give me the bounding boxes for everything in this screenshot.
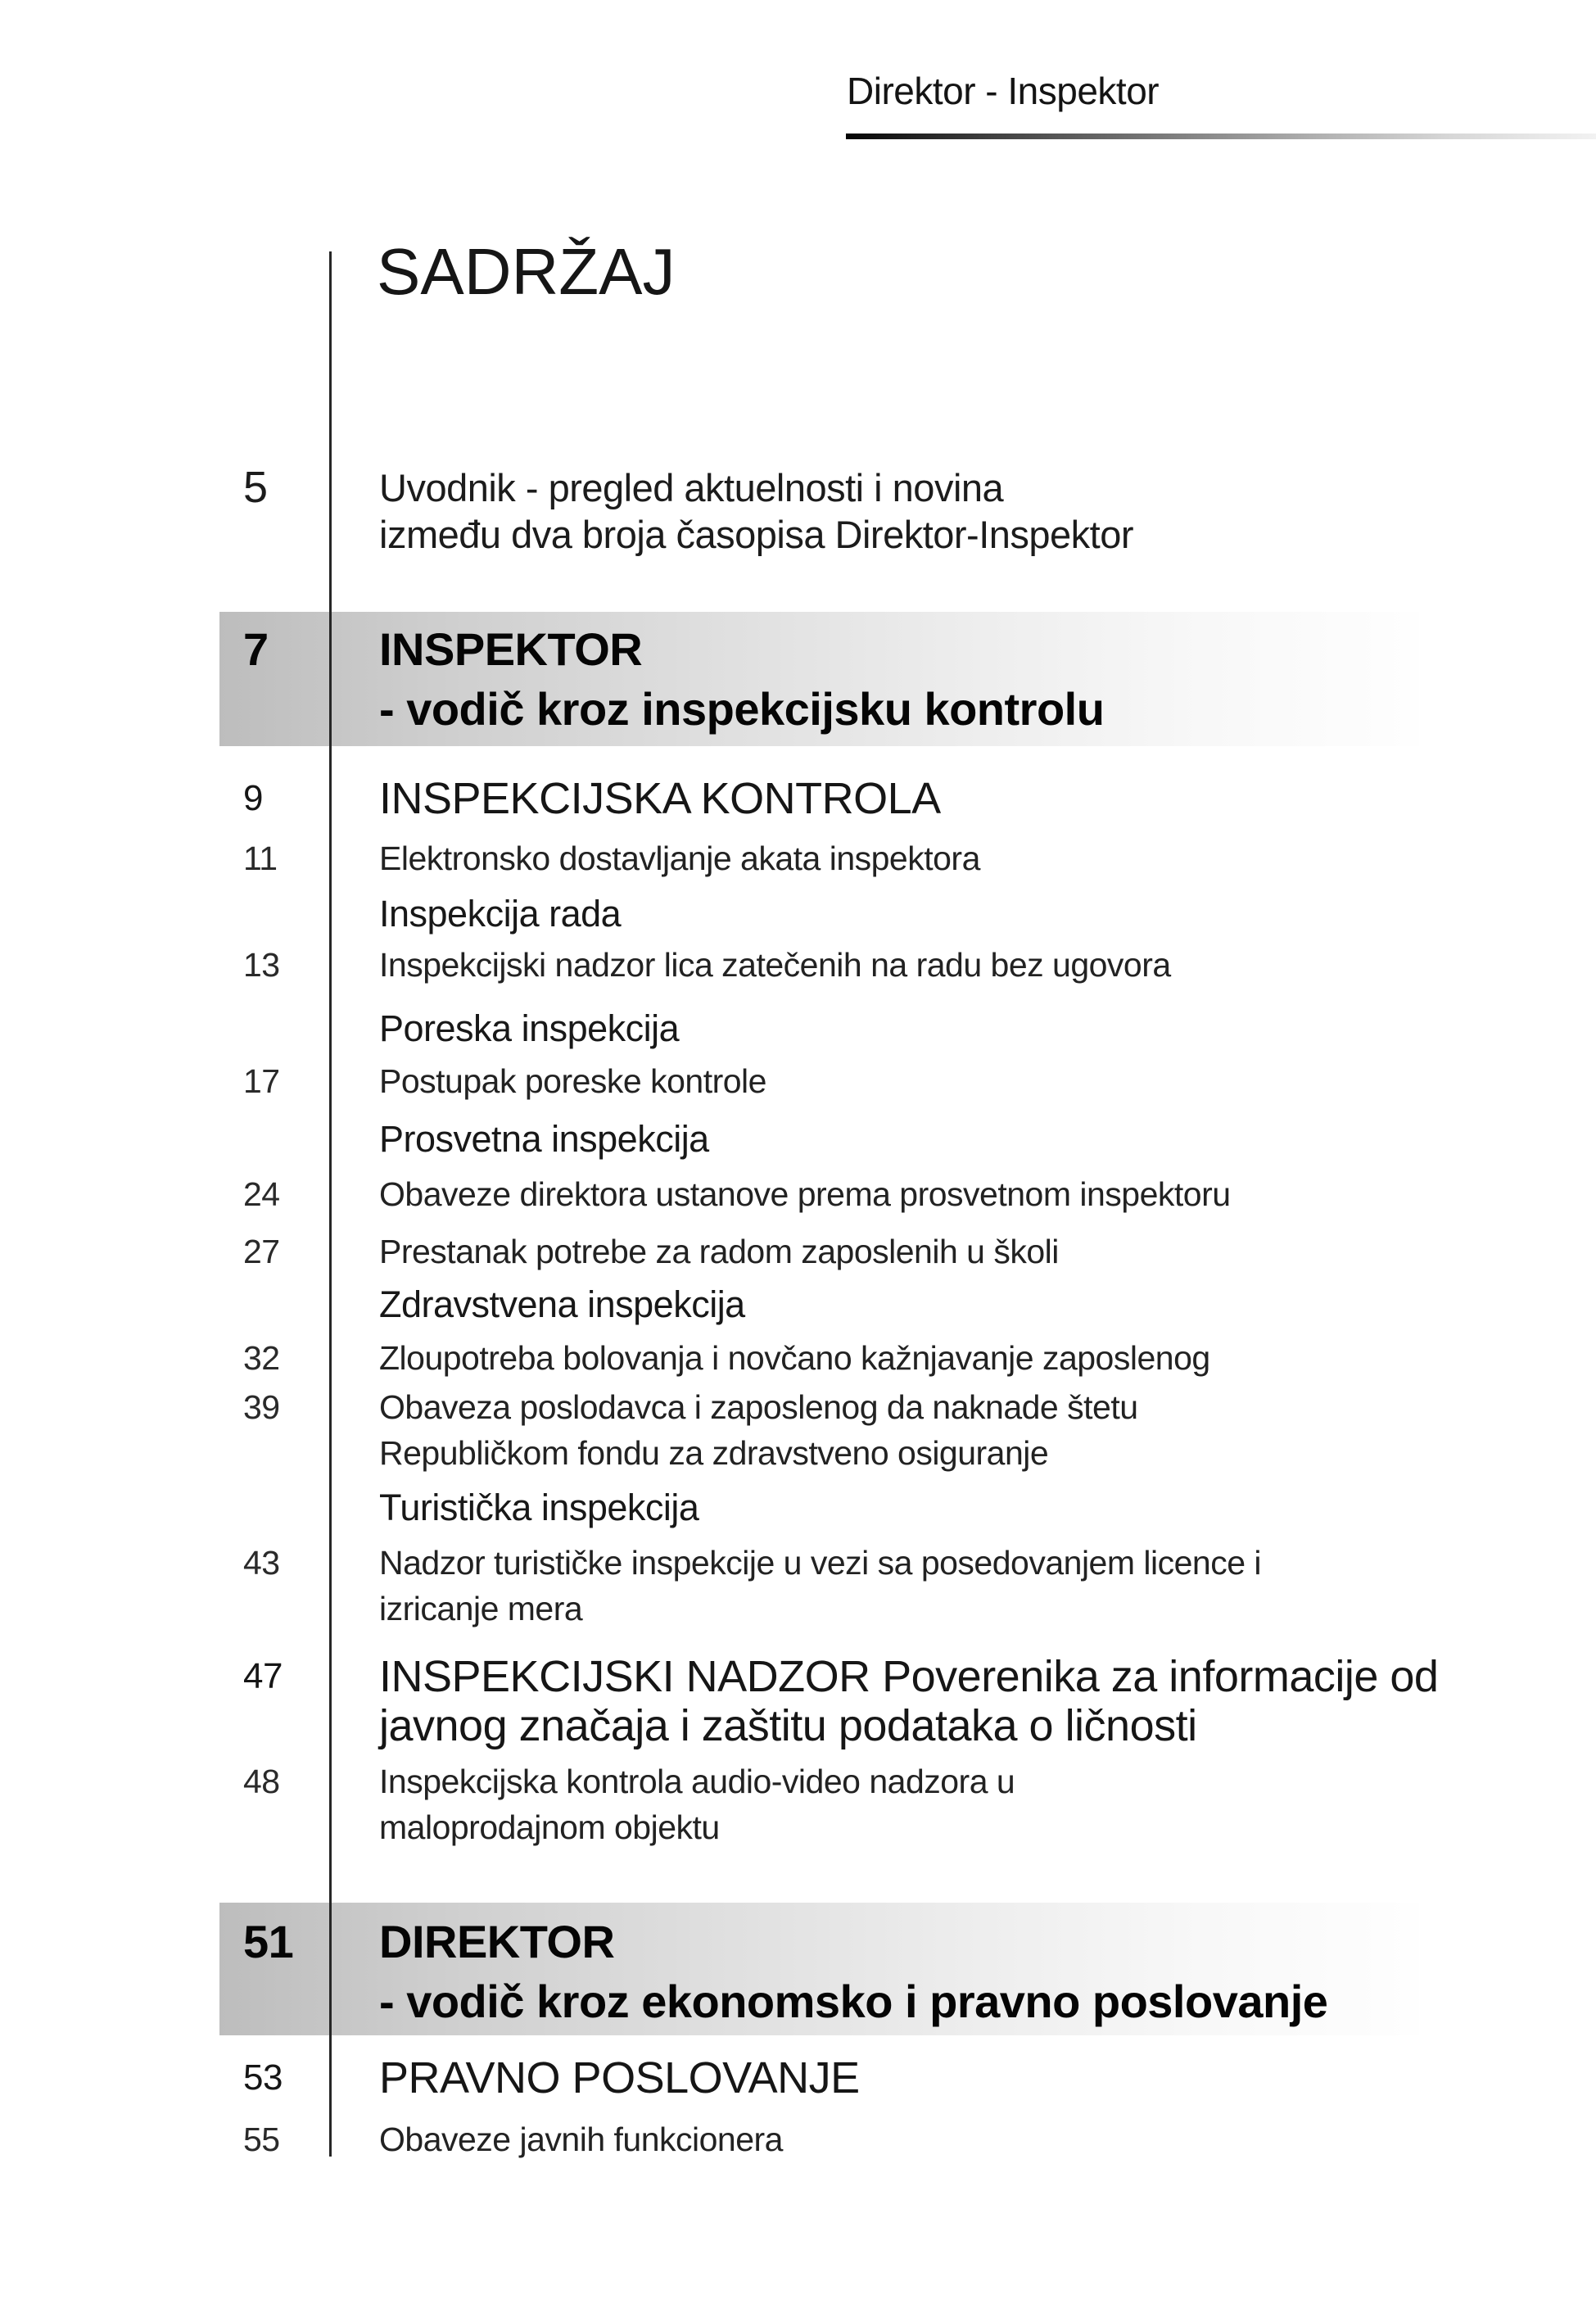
toc-entry-title: Obaveza poslodavca i zaposlenog da naknade štetu bbox=[379, 1388, 1138, 1426]
toc-entry-title: između dva broja časopisa Direktor-Inspektor bbox=[379, 513, 1134, 556]
toc-entry-number: 47 bbox=[243, 1656, 283, 1696]
toc-subsection-heading: Inspekcija rada bbox=[379, 893, 622, 935]
toc-entry-number: 27 bbox=[243, 1233, 280, 1270]
toc-entry-title: Inspekcijska kontrola audio-video nadzora u bbox=[379, 1763, 1015, 1800]
toc-entry-number: 17 bbox=[243, 1062, 280, 1100]
toc-entry-title: maloprodajnom objektu bbox=[379, 1808, 720, 1846]
toc-section-heading: INSPEKCIJSKI NADZOR Poverenika za informacije od bbox=[379, 1652, 1439, 1701]
toc-entry-number: 11 bbox=[243, 840, 278, 877]
toc-entry-title: Uvodnik - pregled aktuelnosti i novina bbox=[379, 466, 1004, 509]
toc-entry-title: Obaveze javnih funkcionera bbox=[379, 2121, 783, 2158]
toc-part-subtitle: - vodič kroz ekonomsko i pravno poslovanje bbox=[379, 1976, 1328, 2027]
toc-entry-title: Nadzor turističke inspekcije u vezi sa posedovanjem licence i bbox=[379, 1544, 1262, 1582]
toc-entry-number: 55 bbox=[243, 2121, 280, 2158]
magazine-title: Direktor - Inspektor bbox=[847, 70, 1160, 112]
toc-part-subtitle: - vodič kroz inspekcijsku kontrolu bbox=[379, 683, 1105, 735]
toc-entry-title: Postupak poreske kontrole bbox=[379, 1062, 766, 1100]
toc-entry-number: 32 bbox=[243, 1339, 280, 1377]
toc-entry-number: 13 bbox=[243, 946, 280, 984]
toc-entry-number: 43 bbox=[243, 1544, 280, 1582]
toc-entry-number: 51 bbox=[243, 1916, 294, 1967]
toc-entry-number: 9 bbox=[243, 778, 263, 818]
toc-entry-number: 48 bbox=[243, 1763, 280, 1800]
header-rule bbox=[846, 134, 1596, 139]
toc-part-title: DIREKTOR bbox=[379, 1916, 615, 1967]
toc-subsection-heading: Zdravstvena inspekcija bbox=[379, 1283, 745, 1325]
toc-entry-number: 53 bbox=[243, 2057, 283, 2098]
toc-entry-title: Zloupotreba bolovanja i novčano kažnjavanje zaposlenog bbox=[379, 1339, 1210, 1377]
toc-entry-number: 24 bbox=[243, 1175, 280, 1213]
toc-entry-title: Obaveze direktora ustanove prema prosvetnom inspektoru bbox=[379, 1175, 1231, 1213]
toc-subsection-heading: Turistička inspekcija bbox=[379, 1487, 699, 1528]
toc-subsection-heading: Poreska inspekcija bbox=[379, 1007, 680, 1049]
page-title: SADRŽAJ bbox=[377, 235, 676, 308]
toc-section-heading: PRAVNO POSLOVANJE bbox=[379, 2053, 860, 2102]
toc-section-heading: INSPEKCIJSKA KONTROLA bbox=[379, 774, 941, 823]
content-divider-line bbox=[329, 251, 332, 2157]
toc-entry-title: Prestanak potrebe za radom zaposlenih u školi bbox=[379, 1233, 1059, 1270]
toc-entry-title: Elektronsko dostavljanje akata inspektora bbox=[379, 840, 980, 877]
toc-subsection-heading: Prosvetna inspekcija bbox=[379, 1118, 709, 1160]
toc-part-title: INSPEKTOR bbox=[379, 623, 643, 675]
toc-entry-title: Inspekcijski nadzor lica zatečenih na radu bez ugovora bbox=[379, 946, 1171, 984]
toc-entry-title: izricanje mera bbox=[379, 1590, 583, 1627]
toc-entry-number: 39 bbox=[243, 1388, 280, 1426]
toc-entry-title: Republičkom fondu za zdravstveno osiguranje bbox=[379, 1434, 1049, 1472]
toc-entry-number: 5 bbox=[243, 463, 268, 512]
toc-entry-number: 7 bbox=[243, 623, 269, 675]
toc-section-heading: javnog značaja i zaštitu podataka o ličnosti bbox=[379, 1701, 1197, 1750]
